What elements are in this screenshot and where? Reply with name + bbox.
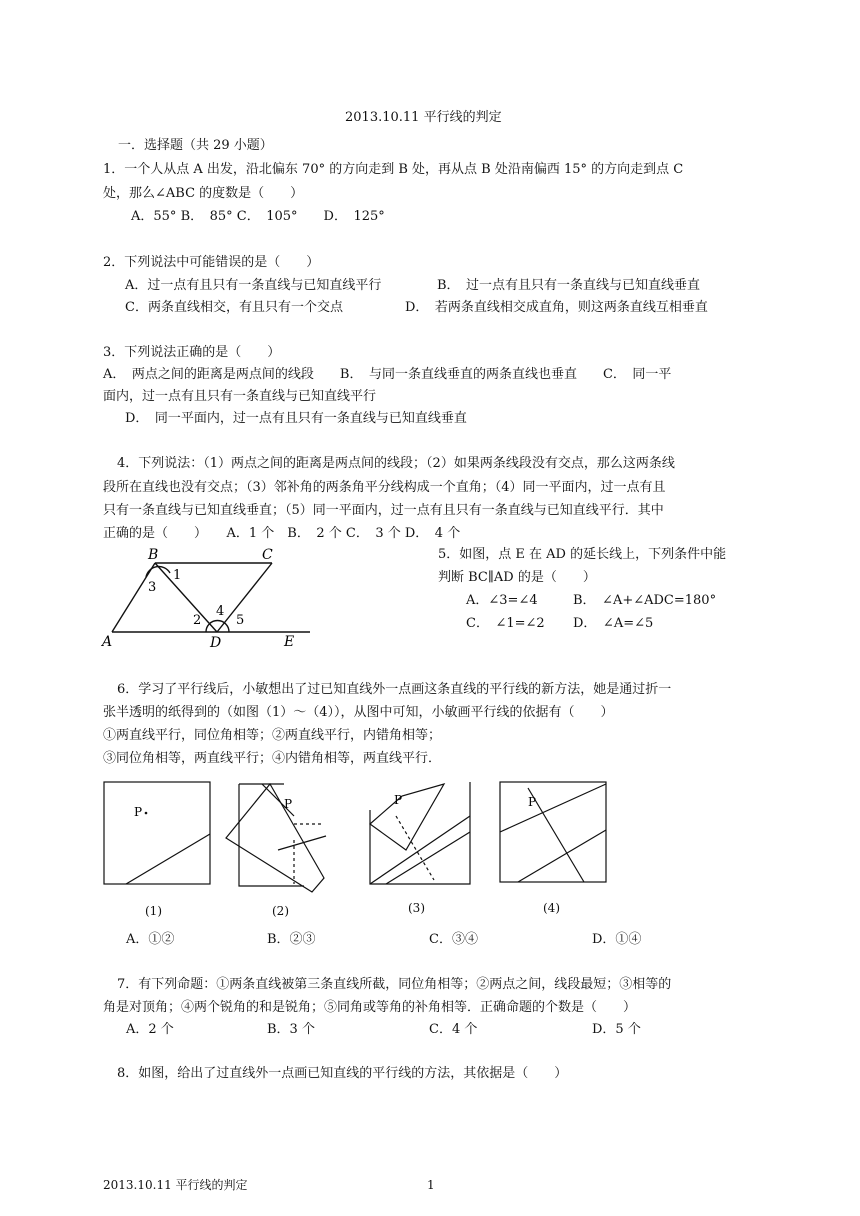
q1-options: A．55° B． 85° C． 105° D． 125° [131, 209, 385, 224]
fold-figure-1 [104, 782, 214, 892]
angle-2: 2 [193, 613, 202, 628]
q7-option-c: C．4 个 [429, 1022, 478, 1037]
fold-figure-4 [500, 782, 610, 892]
q5-figure [100, 545, 320, 655]
fold-figure-3 [366, 780, 476, 890]
q5-line1: 5．如图，点 E 在 AD 的延长线上，下列条件中能 [438, 547, 727, 562]
point-p-1-dot [145, 812, 148, 815]
page-title: 2013.10.11 平行线的判定 [345, 110, 502, 125]
q7-option-d: D．5 个 [592, 1022, 641, 1037]
label-E: E [284, 634, 295, 650]
q2-stem: 2．下列说法中可能错误的是（ ） [103, 255, 320, 270]
q5-option-b: B． ∠A+∠ADC=180° [573, 593, 717, 608]
q6-line1: 6．学习了平行线后，小敏想出了过已知直线外一点画这条直线的平行线的新方法，她是通过折一 [117, 682, 672, 697]
fold-caption-3: (3) [408, 901, 425, 915]
q7-line2: 角是对顶角；④两个锐角的和是锐角；⑤同角或等角的补角相等．正确命题的个数是（ ） [103, 1000, 637, 1015]
q3-line2: 面内，过一点有且只有一条直线与已知直线平行 [103, 389, 377, 404]
angle-4: 4 [216, 604, 225, 619]
q5-option-c: C． ∠1=∠2 [466, 616, 545, 631]
q4-line2: 段所在直线也没有交点；（3）邻补角的两条角平分线构成一个直角；（4）同一平面内，过一点有且 [103, 480, 666, 495]
q2-option-b: B． 过一点有且只有一条直线与已知直线垂直 [437, 278, 701, 293]
q8-stem: 8．如图，给出了过直线外一点画已知直线的平行线的方法，其依据是（ ） [117, 1066, 568, 1081]
q6-option-c: C．③④ [429, 932, 478, 947]
q7-option-b: B．3 个 [267, 1022, 315, 1037]
q3-line3: D． 同一平面内，过一点有且只有一条直线与已知直线垂直 [125, 411, 467, 426]
q7-line1: 7．有下列命题：①两条直线被第三条直线所截，同位角相等；②两点之间，线段最短；③相等的 [117, 977, 672, 992]
fold-caption-1: (1) [145, 904, 162, 918]
q5-option-a: A．∠3=∠4 [466, 593, 538, 608]
footer-title: 2013.10.11 平行线的判定 [103, 1178, 248, 1192]
q6-option-b: B．②③ [267, 932, 316, 947]
q6-line3: ①两直线平行，同位角相等；②两直线平行，内错角相等； [103, 728, 442, 743]
q7-option-a: A．2 个 [126, 1022, 174, 1037]
q2-option-c: C．两条直线相交，有且只有一个交点 [125, 300, 343, 315]
q5-option-d: D． ∠A=∠5 [573, 616, 654, 631]
angle-5: 5 [236, 613, 245, 628]
point-p-2: P [284, 797, 293, 811]
q4-line3: 只有一条直线与已知直线垂直；（5）同一平面内，过一点有且只有一条直线与已知直线平行．其中 [103, 503, 664, 518]
q4-line1: 4．下列说法：（1）两点之间的距离是两点间的线段；（2）如果两条线段没有交点，那么这两条线 [117, 456, 675, 471]
point-p-4: P [528, 795, 537, 809]
q3-stem: 3．下列说法正确的是（ ） [103, 345, 281, 360]
q1-line1: 1．一个人从点 A 出发，沿北偏东 70° 的方向走到 B 处，再从点 B 处沿南偏西 15° 的方向走到点 C [103, 162, 684, 177]
point-p-1: P [134, 805, 143, 819]
label-C: C [262, 547, 273, 563]
q3-line1: A． 两点之间的距离是两点间的线段 B． 与同一条直线垂直的两条直线也垂直 C． 同一平 [103, 367, 672, 382]
angle-3: 3 [148, 580, 157, 595]
angle-1: 1 [173, 568, 182, 583]
q5-line2: 判断 BC∥AD 的是（ ） [438, 570, 596, 585]
label-D: D [210, 635, 222, 651]
label-B: B [148, 547, 159, 563]
page-number: 1 [427, 1178, 435, 1192]
q6-line2: 张半透明的纸得到的（如图（1）～（4）），从图中可知，小敏画平行线的依据有（ ） [103, 705, 614, 720]
q2-option-a: A．过一点有且只有一条直线与已知直线平行 [125, 278, 382, 293]
fold-caption-4: (4) [543, 901, 560, 915]
section-heading: 一．选择题（共 29 小题） [118, 138, 273, 153]
q6-option-d: D．①④ [592, 932, 642, 947]
point-p-3: P [394, 793, 403, 807]
q2-option-d: D． 若两条直线相交成直角，则这两条直线互相垂直 [405, 300, 708, 315]
q4-line4: 正确的是（ ） A．1 个 B． 2 个 C． 3 个 D． 4 个 [103, 526, 461, 541]
label-A: A [102, 634, 113, 650]
q1-line2: 处，那么∠ABC 的度数是（ ） [103, 186, 304, 201]
q6-option-a: A．①② [126, 932, 175, 947]
fold-caption-2: (2) [272, 904, 289, 918]
q6-line4: ③同位角相等，两直线平行；④内错角相等，两直线平行． [103, 751, 442, 766]
fold-figure-2 [234, 780, 334, 895]
